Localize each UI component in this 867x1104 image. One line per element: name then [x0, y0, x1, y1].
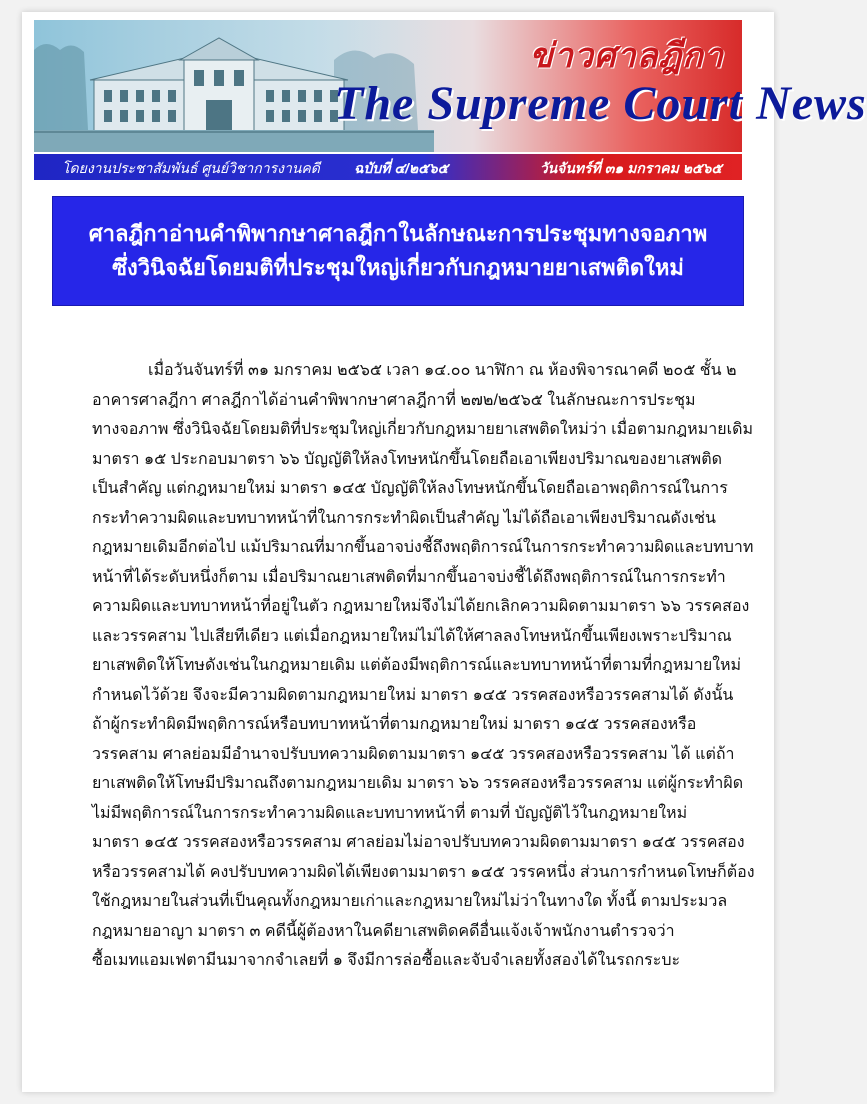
article-line: หน้าที่ได้ระดับหนึ่งก็ตาม เมื่อปริมาณยาเสพติดที่มากขึ้นอาจบ่งชี้ได้ถึงพฤติการณ์ในการกระทำ [92, 568, 726, 586]
headline-line-2: ซึ่งวินิจฉัยโดยมติที่ประชุมใหญ่เกี่ยวกับกฎหมายยาเสพติดใหม่ [112, 255, 684, 280]
article-line: ทางจอภาพ ซึ่งวินิจฉัยโดยมติที่ประชุมใหญ่เกี่ยวกับกฎหมายยาเสพติดใหม่ว่า เมื่อตามกฎหมายเดิม [92, 421, 753, 438]
article-line: กำหนดไว้ด้วย จึงจะมีความผิดตามกฎหมายใหม่ มาตรา ๑๔๕ วรรคสองหรือวรรคสามได้ ดังนั้น [92, 686, 734, 704]
article-line: ยาเสพติดให้โทษดังเช่นในกฎหมายเดิม แต่ต้องมีพฤติการณ์และบทบาทหน้าที่ตามที่กฎหมายใหม่ [92, 657, 742, 674]
article-line: ซื้อเมทแอมเฟตามีนมาจากจำเลยที่ ๑ จึงมีการล่อซื้อและจับจำเลยทั้งสองได้ในรถกระบะ [92, 952, 681, 969]
article-line: มาตรา ๑๕ ประกอบมาตรา ๖๖ บัญญัติให้ลงโทษหนักขึ้นโดยถือเอาเพียงปริมาณของยาเสพติด [92, 450, 723, 468]
article-line: กระทำความผิดและบทบาทหน้าที่ในการกระทำผิดเป็นสำคัญ ไม่ได้ถือเอาเพียงปริมาณดังเช่น [92, 509, 716, 527]
publisher-department: โดยงานประชาสัมพันธ์ ศูนย์วิชาการงานคดี [62, 160, 320, 176]
article-line: กฎหมายเดิมอีกต่อไป แม้ปริมาณที่มากขึ้นอาจบ่งชี้ถึงพฤติการณ์ในการกระทำความผิดและบทบาท [92, 539, 754, 556]
newsletter-title-thai: ข่าวศาลฎีกา [529, 36, 724, 76]
article-line: เป็นสำคัญ แต่กฎหมายใหม่ มาตรา ๑๔๕ บัญญัติให้ลงโทษหนักขึ้นโดยถือเอาพฤติการณ์ในการ [92, 480, 728, 497]
headline-box [52, 196, 744, 306]
article-line: หรือวรรคสามได้ คงปรับบทความผิดได้เพียงตามมาตรา ๑๔๕ วรรคหนึ่ง ส่วนการกำหนดโทษก็ต้อง [92, 863, 755, 881]
headline-line-1: ศาลฎีกาอ่านคำพิพากษาศาลฎีกาในลักษณะการประชุมทางจอภาพ [88, 221, 708, 246]
article-line: ความผิดและบทบาทหน้าที่อยู่ในตัว กฎหมายใหม่จึงไม่ได้ยกเลิกความผิดตามมาตรา ๖๖ วรรคสอง [92, 598, 750, 615]
issue-number: ฉบับที่ ๔/๒๕๖๕ [354, 160, 449, 176]
article-line: ใช้กฎหมายในส่วนที่เป็นคุณทั้งกฎหมายเก่าและกฎหมายใหม่ไม่ว่าในทางใด ทั้งนี้ ตามประมวล [92, 893, 728, 910]
header-banner [34, 20, 867, 155]
article-line: เมื่อวันจันทร์ที่ ๓๑ มกราคม ๒๕๖๕ เวลา ๑๔.๐๐ นาฬิกา ณ ห้องพิจารณาคดี ๒๐๕ ชั้น ๒ [148, 362, 737, 379]
article-line: กฎหมายอาญา มาตรา ๓ คดีนี้ผู้ต้องหาในคดียาเสพติดคดีอื่นแจ้งเจ้าพนักงานตำรวจว่า [92, 922, 675, 940]
article-line: ถ้าผู้กระทำผิดมีพฤติการณ์หรือบทบาทหน้าที่ตามกฎหมายใหม่ มาตรา ๑๔๕ วรรคสองหรือ [92, 716, 697, 733]
article-line: อาคารศาลฎีกา ศาลฎีกาได้อ่านคำพิพากษาศาลฎีกาที่ ๒๗๒/๒๕๖๕ ในลักษณะการประชุม [92, 391, 696, 409]
article-body [92, 356, 755, 976]
article-line: และวรรคสาม ไปเสียทีเดียว แต่เมื่อกฎหมายใหม่ไม่ได้ให้ศาลลงโทษหนักขึ้นเพียงเพราะปริมาณ [92, 627, 732, 645]
article-line: ไม่มีพฤติการณ์ในการกระทำความผิดและบทบาทหน้าที่ ตามที่ บัญญัติไว้ในกฎหมายใหม่ [92, 804, 688, 822]
header-info-bar [34, 154, 742, 180]
newsletter-title-english: The Supreme Court News [334, 77, 867, 130]
article-line: มาตรา ๑๔๕ วรรคสองหรือวรรคสาม ศาลย่อมไม่อาจปรับบทความผิดตามมาตรา ๑๔๕ วรรคสอง [92, 834, 745, 851]
publication-date: วันจันทร์ที่ ๓๑ มกราคม ๒๕๖๕ [539, 160, 722, 176]
article-line: วรรคสาม ศาลย่อมมีอำนาจปรับบทความผิดตามมาตรา ๑๔๕ วรรคสองหรือวรรคสาม ได้ แต่ถ้า [92, 745, 735, 763]
article-line: ยาเสพติดให้โทษมีปริมาณถึงตามกฎหมายเดิม มาตรา ๖๖ วรรคสองหรือวรรคสาม แต่ผู้กระทำผิด [92, 775, 744, 792]
